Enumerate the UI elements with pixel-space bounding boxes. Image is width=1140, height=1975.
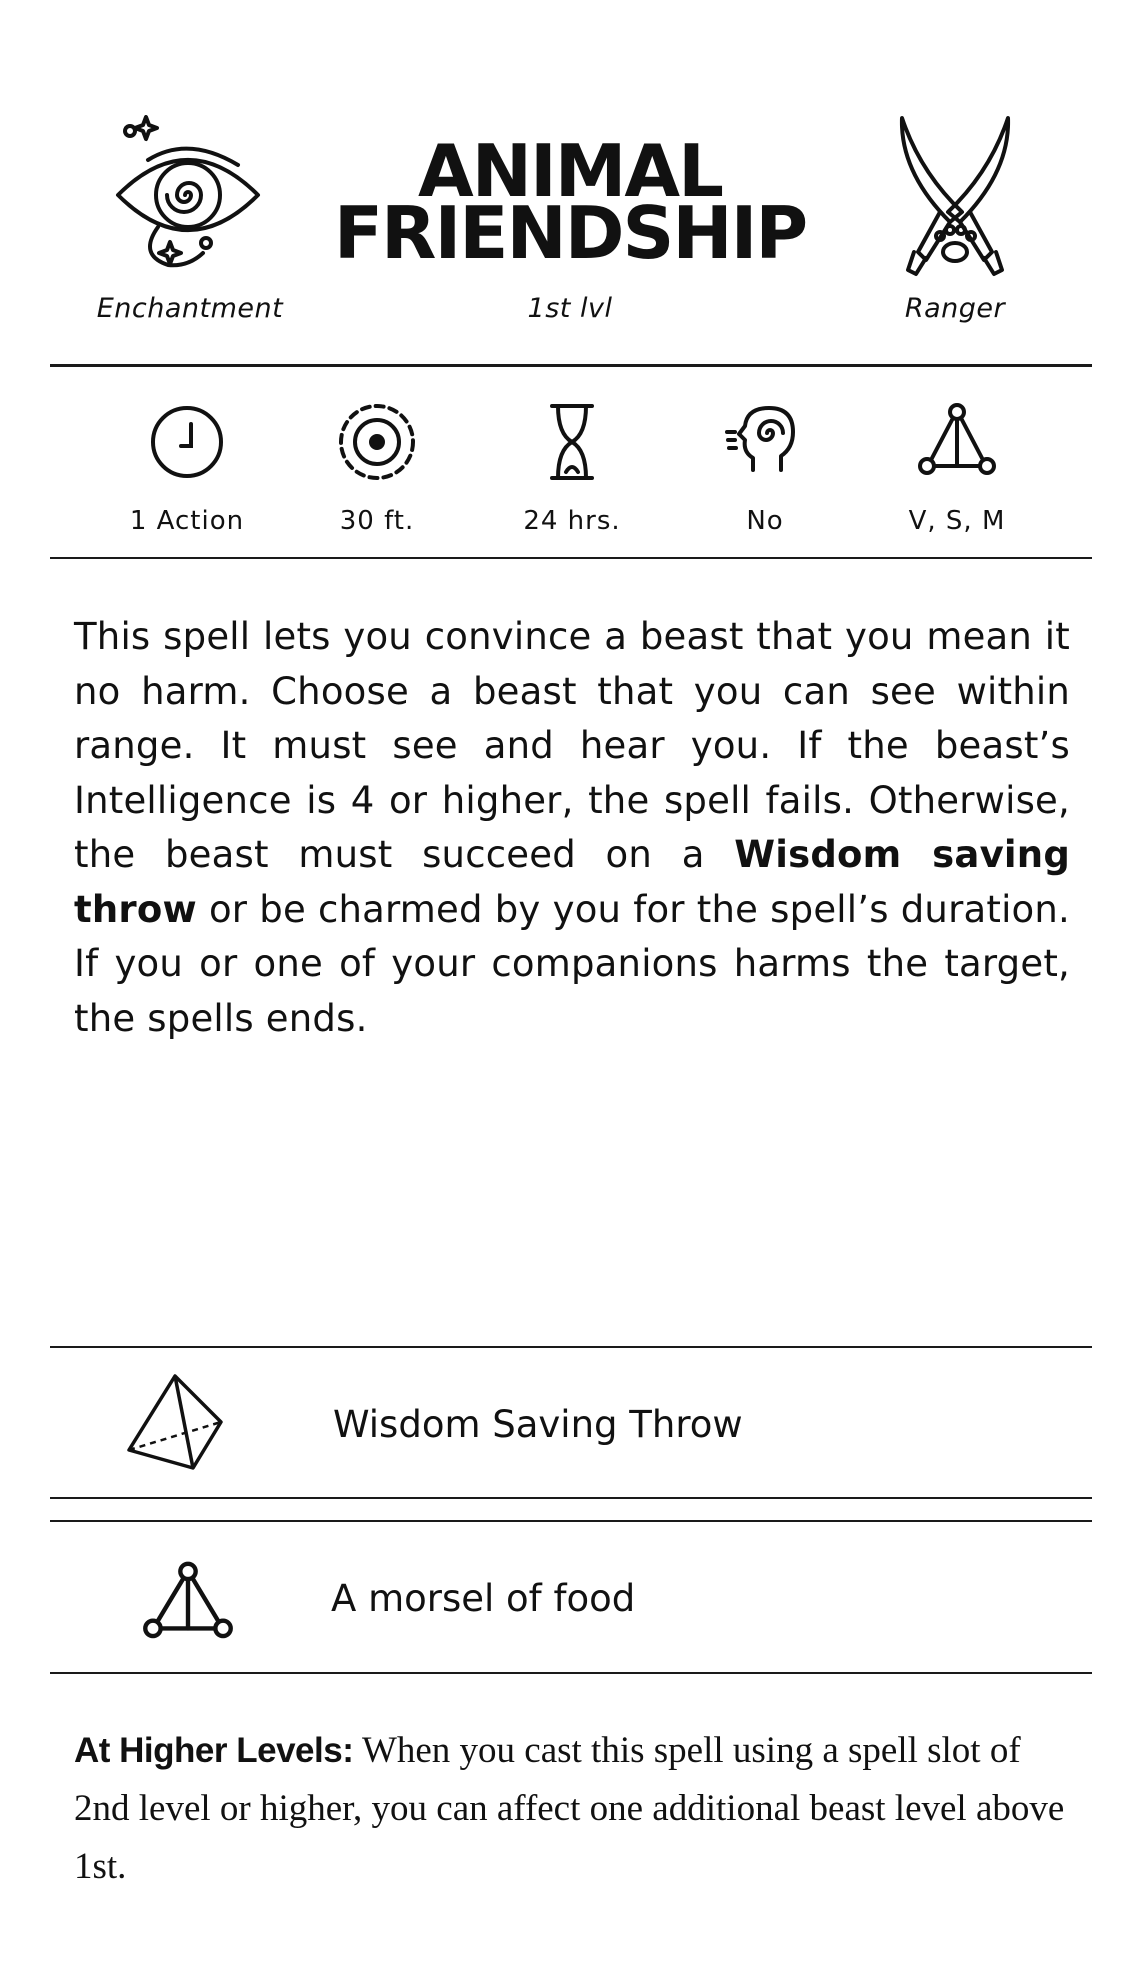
- concentration-label: No: [746, 506, 784, 536]
- concentration-stat: [665, 400, 865, 536]
- d4-die-icon: [125, 1372, 225, 1476]
- spell-title-line2: FRIENDSHIP: [333, 191, 807, 275]
- save-bottom-divider: [50, 1497, 1092, 1499]
- higher-levels-text: When you cast this spell using a spell slot of 2nd level or higher, you can affect one additional beast level above 1st.: [74, 1730, 1065, 1887]
- target-range-icon: [335, 400, 419, 484]
- head-spiral-icon: [723, 400, 807, 484]
- hourglass-icon: [530, 400, 614, 484]
- description-bold: Wisdom saving throw: [74, 833, 1071, 931]
- material-label: A morsel of food: [331, 1577, 636, 1620]
- clock-icon: [145, 400, 229, 484]
- spell-title-line1: ANIMAL: [417, 129, 723, 213]
- higher-levels-heading: At Higher Levels:: [74, 1731, 354, 1770]
- duration-label: 24 hrs.: [523, 506, 621, 536]
- crossed-swords-paw-icon: [890, 112, 1020, 282]
- description-part2: or be charmed by you for the spell’s duration. If you or one of your companions harms the target, the spells ends.: [74, 887, 1070, 1040]
- class-label: Ranger: [904, 293, 1006, 324]
- components-stat: [857, 400, 1057, 536]
- header-divider: [50, 364, 1092, 367]
- stats-divider: [50, 557, 1092, 559]
- school-label: Enchantment: [96, 293, 284, 324]
- range-stat: [277, 400, 477, 536]
- description-part1: This spell lets you convince a beast that you mean it no harm. Choose a beast that you can see within range. It must see and hear you. If the beast’s Intelligence is 4 or higher, the spell fails. Otherwise, the beast must succeed on a: [74, 615, 1070, 876]
- duration-stat: [472, 400, 672, 536]
- save-label: Wisdom Saving Throw: [333, 1403, 743, 1446]
- spell-title: [300, 129, 840, 275]
- casting-time-stat: [87, 400, 287, 536]
- spell-description: [74, 610, 1070, 1046]
- material-bottom-divider: [50, 1672, 1092, 1674]
- casting-time-label: 1 Action: [129, 506, 245, 536]
- higher-levels: [74, 1722, 1074, 1896]
- material-top-divider: [50, 1520, 1092, 1522]
- save-top-divider: [50, 1346, 1092, 1348]
- range-label: 30 ft.: [339, 506, 415, 536]
- components-triangle-icon: [915, 400, 999, 484]
- level-label: 1st lvl: [527, 293, 613, 324]
- material-components-icon: [142, 1560, 234, 1646]
- eye-spiral-icon: [108, 115, 268, 275]
- components-label: V, S, M: [908, 506, 1006, 536]
